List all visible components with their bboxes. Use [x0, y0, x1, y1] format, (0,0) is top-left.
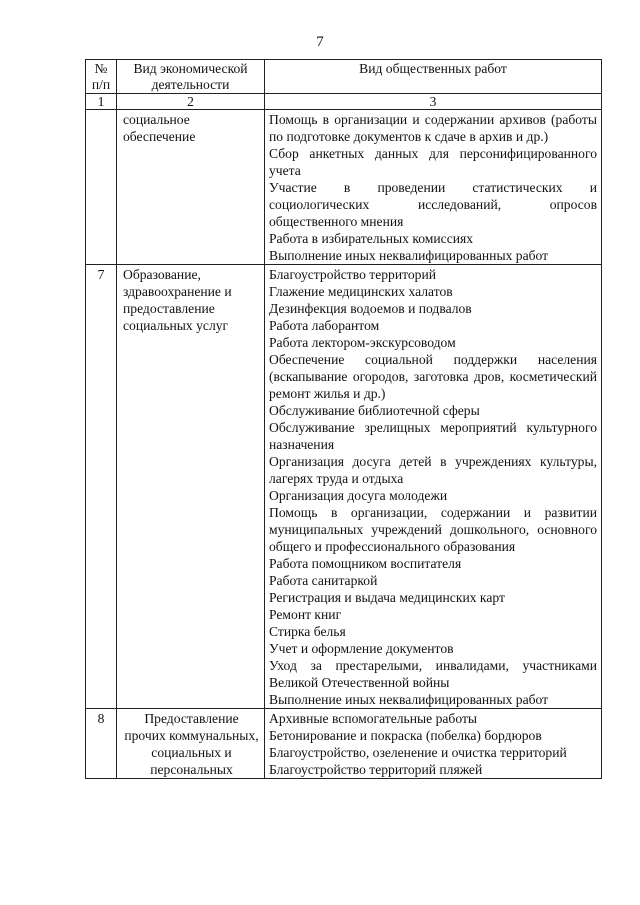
work-item: Стирка белья — [269, 624, 346, 639]
work-item: Ремонт книг — [269, 607, 342, 622]
work-item: Уход за престарелыми, инвалидами, участниками Великой Отечественной войны — [269, 658, 597, 690]
public-works-table — [85, 59, 602, 779]
row-activity: Предоставление прочих коммунальных, социальных и персональных — [117, 709, 265, 779]
row-activity: Образование, здравоохранение и предоставление социальных услуг — [117, 265, 265, 709]
page-number: 7 — [316, 34, 324, 50]
row-works — [265, 265, 602, 709]
work-item: Работа в избирательных комиссиях — [269, 231, 474, 246]
work-item: Помощь в организации, содержании и развитии муниципальных учреждений дошкольного, основного общего и профессионального образования — [269, 505, 597, 554]
work-item: Бетонирование и покраска (побелка) бордюров — [269, 728, 542, 743]
header-activity: Вид экономической деятельности — [117, 60, 265, 94]
table-row — [86, 265, 602, 709]
header-num: № п/п — [86, 60, 117, 94]
table-header-row — [86, 60, 602, 94]
work-item: Участие в проведении статистических и социологических исследований, опросов общественного мнения — [269, 180, 597, 229]
work-item: Обеспечение социальной поддержки населения (вскапывание огородов, заготовка дров, косметический ремонт жилья и др.) — [269, 352, 597, 401]
work-item: Выполнение иных неквалифицированных работ — [269, 692, 549, 707]
work-item: Обслуживание зрелищных мероприятий культурного назначения — [269, 420, 597, 452]
work-item: Глажение медицинских халатов — [269, 284, 453, 299]
work-item: Сбор анкетных данных для персонифицированного учета — [269, 146, 597, 178]
work-item: Обслуживание библиотечной сферы — [269, 403, 480, 418]
column-number-1: 1 — [86, 94, 117, 110]
work-item: Организация досуга детей в учреждениях культуры, лагерях труда и отдыха — [269, 454, 597, 486]
column-number-2: 2 — [117, 94, 265, 110]
work-item: Дезинфекция водоемов и подвалов — [269, 301, 472, 316]
work-item: Архивные вспомогательные работы — [269, 711, 478, 726]
work-item: Помощь в организации и содержании архивов (работы по подготовке документов к сдаче в архив и др.) — [269, 112, 597, 144]
row-works — [265, 709, 602, 779]
work-item: Работа помощником воспитателя — [269, 556, 462, 571]
row-number — [86, 110, 117, 265]
work-item: Выполнение иных неквалифицированных работ — [269, 248, 549, 263]
work-item: Благоустройство территорий — [269, 267, 437, 282]
row-number: 8 — [86, 709, 117, 779]
work-item: Учет и оформление документов — [269, 641, 454, 656]
work-item: Регистрация и выдача медицинских карт — [269, 590, 505, 605]
work-item: Работа лектором-экскурсоводом — [269, 335, 456, 350]
row-activity: социальное обеспечение — [117, 110, 265, 265]
work-item: Благоустройство территорий пляжей — [269, 762, 483, 777]
row-number: 7 — [86, 265, 117, 709]
column-number-3: 3 — [265, 94, 602, 110]
work-item: Работа лаборантом — [269, 318, 380, 333]
table-row — [86, 110, 602, 265]
work-item: Организация досуга молодежи — [269, 488, 448, 503]
column-number-row — [86, 94, 602, 110]
table-row — [86, 709, 602, 779]
work-item: Работа санитаркой — [269, 573, 378, 588]
row-works — [265, 110, 602, 265]
header-works: Вид общественных работ — [265, 60, 602, 94]
work-item: Благоустройство, озеленение и очистка территорий — [269, 745, 567, 760]
